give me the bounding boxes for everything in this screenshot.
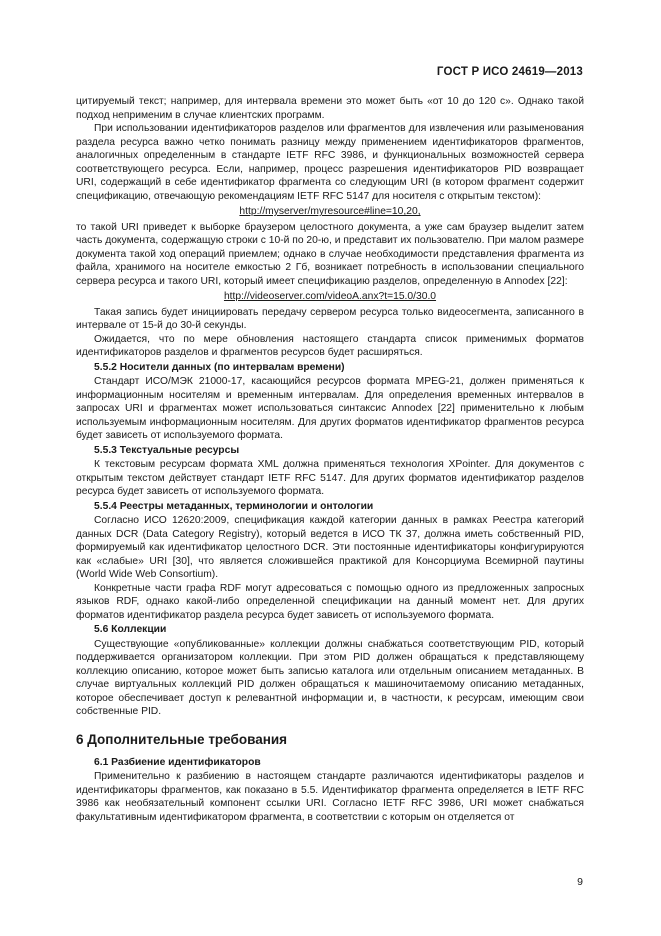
url-link[interactable]: http://videoserver.com/videoA.anx?t=15.0/30.0 <box>223 291 437 302</box>
subsection-heading: 5.5.3 Текстуальные ресурсы <box>94 444 240 456</box>
subsection-heading: 5.6 Коллекции <box>94 624 167 635</box>
paragraph: Конкретные части графа RDF могут адресоваться с помощью одного из предложенных запросных языков RDF, однако какой-либо определенной спецификации на данный момент нет. Для других форматов идентификатор раздела ресурса будет зависеть от используемого формата. <box>76 582 584 621</box>
paragraph: цитируемый текст; например, для интервала времени это может быть «от 10 до 120 с». Однако такой подход неприменим в случае клиентских программ. <box>76 96 584 121</box>
document-header: ГОСТ Р ИСО 24619—2013 <box>436 66 583 78</box>
paragraph: Существующие «опубликованные» коллекции должны снабжаться соответствующим PID, который поддерживается организатором коллекции. При этом PID должен обращаться к представляющему коллекцию описанию, которое может быть записью каталога или отдельным описанием метаданных. В случае виртуальных коллекций PID должен обращаться к машиночитаемому описанию метаданных, которое обеспечивает доступ к релевантной информации и, в частности, к ресурсам, имеющим свои собственные PID. <box>76 638 584 717</box>
paragraph: Такая запись будет инициировать передачу сервером ресурса только видеосегмента, записанного в интервале от 15-й до 30-й секунды. <box>76 306 584 331</box>
subsection-heading: 6.1 Разбиение идентификаторов <box>94 756 261 768</box>
subsection-heading: 5.5.4 Реестры метаданных, терминологии и онтологии <box>94 500 374 512</box>
paragraph: К текстовым ресурсам формата XML должна применяться технология XPointer. Для документов с открытым текстом действует стандарт IETF RFC 5147. Для других форматов идентификатор разделов ресурса будет зависеть от используемого формата. <box>76 459 584 497</box>
paragraph: Применительно к разбиению в настоящем стандарте различаются идентификаторы разделов и идентификаторы фрагментов, как показано в 5.5. Идентификатор фрагмента определяется в IETF RFC 3986 как необязательный компонент ссылки URI. Согласно IETF RFC 3986, URI может снабжаться факультативным идентификатором фрагмента, в соответствии с которым он отделяется от <box>76 771 584 823</box>
paragraph: При использовании идентификаторов разделов или фрагментов для извлечения или разыменования раздела ресурса важно четко понимать разницу между применением идентификаторов фрагментов, аналогичных определенным в стандарте IETF RFC 3986, и функциональных возможностей сервера соответствующего ресурса. Если, например, процесс разрешения идентификаторов PID возвращает URI, содержащий в себе идентификатор фрагмента со следующим URI (в котором фрагмент содержит спецификацию, отвечающую рекомендациям IETF RFC 5147 для носителя с открытым текстом): <box>76 123 584 202</box>
section-heading: 6 Дополнительные требования <box>76 731 288 747</box>
document-body <box>76 95 584 824</box>
paragraph: Стандарт ИСО/МЭК 21000-17, касающийся ресурсов формата MPEG-21, должен применяться к информационным носителям и временным интервалам. Для определения временных интервалов в запросах URI и фрагментах может использоваться синтаксис Annodex [22] применительно к любым используемым информационным носителям. Для других форматов идентификатор фрагментов ресурса будет зависеть от используемого формата. <box>76 376 584 441</box>
paragraph: Ожидается, что по мере обновления настоящего стандарта список применимых форматов идентификаторов разделов и фрагментов ресурсов будет расширяться. <box>76 333 584 358</box>
example-url <box>76 205 584 219</box>
example-url <box>76 290 584 304</box>
paragraph: то такой URI приведет к выборке браузером целостного документа, а уже сам браузер выделит затем часть документа, содержащую строки с 10-й по 20-ю, и представит их пользователю. При малом размере документа такой ход операций приемлем; однако в случае необходимости представления фрагмента из файла, хранимого на носителе емкостью 2 Гб, возникает потребность в использовании специального сервера ресурса и такого URI, который имеет спецификацию разделов, определенную в Annodex [22]: <box>76 221 584 287</box>
paragraph: Согласно ИСО 12620:2009, спецификация каждой категории данных в рамках Реестра категорий данных DCR (Data Category Registry), который ведется в ИСО ТК 37, должна иметь собственный PID, формируемый как идентификатор целостного DCR. Эти постоянные идентификаторы конфигурируются как «слабые» URI [30], что является сложившейся практикой для Консорциума Всемирной паутины (World Wide Web Consortium). <box>76 515 584 580</box>
url-link[interactable]: http://myserver/myresource#line=10,20, <box>239 206 421 217</box>
page-number: 9 <box>577 876 583 888</box>
subsection-heading: 5.5.2 Носители данных (по интервалам времени) <box>94 361 345 373</box>
